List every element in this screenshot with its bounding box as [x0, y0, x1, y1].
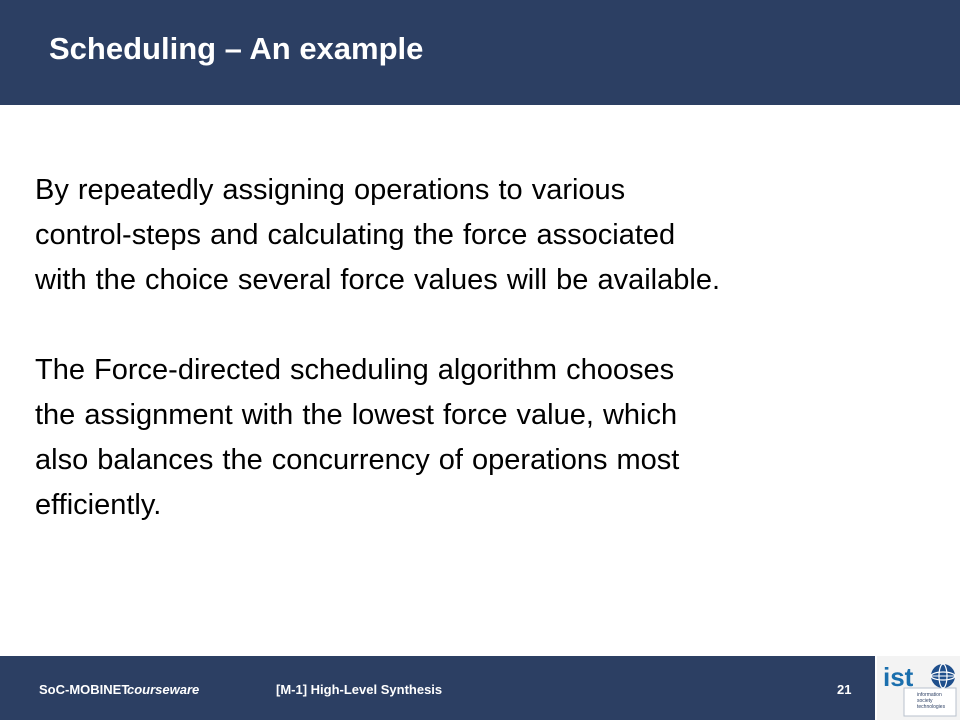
footer-courseware: courseware: [127, 682, 200, 697]
slide-body: [35, 168, 915, 528]
footer-module-title: [M-1] High-Level Synthesis: [276, 682, 443, 697]
footer-page-number: 21: [837, 682, 852, 697]
slide-footer-bar: [0, 656, 875, 720]
ist-logo-icon: [877, 656, 960, 720]
ist-logo-text: ist: [883, 662, 914, 692]
slide-title: Scheduling – An example: [49, 31, 424, 66]
body-paragraph-1: By repeatedly assigning operations to various control-steps and calculating the force associated with the choice several force values will be available.: [35, 174, 721, 296]
slide-header-bar: [0, 0, 960, 105]
body-paragraph-2: The Force-directed scheduling algorithm chooses the assignment with the lowest force value, which also balances the concurrency of operations most efficiently.: [35, 354, 680, 521]
svg-text:information society: information society technologies: [917, 692, 946, 710]
ist-logo: [877, 656, 960, 720]
footer-brand: SoC-MOBINET: [39, 682, 130, 697]
